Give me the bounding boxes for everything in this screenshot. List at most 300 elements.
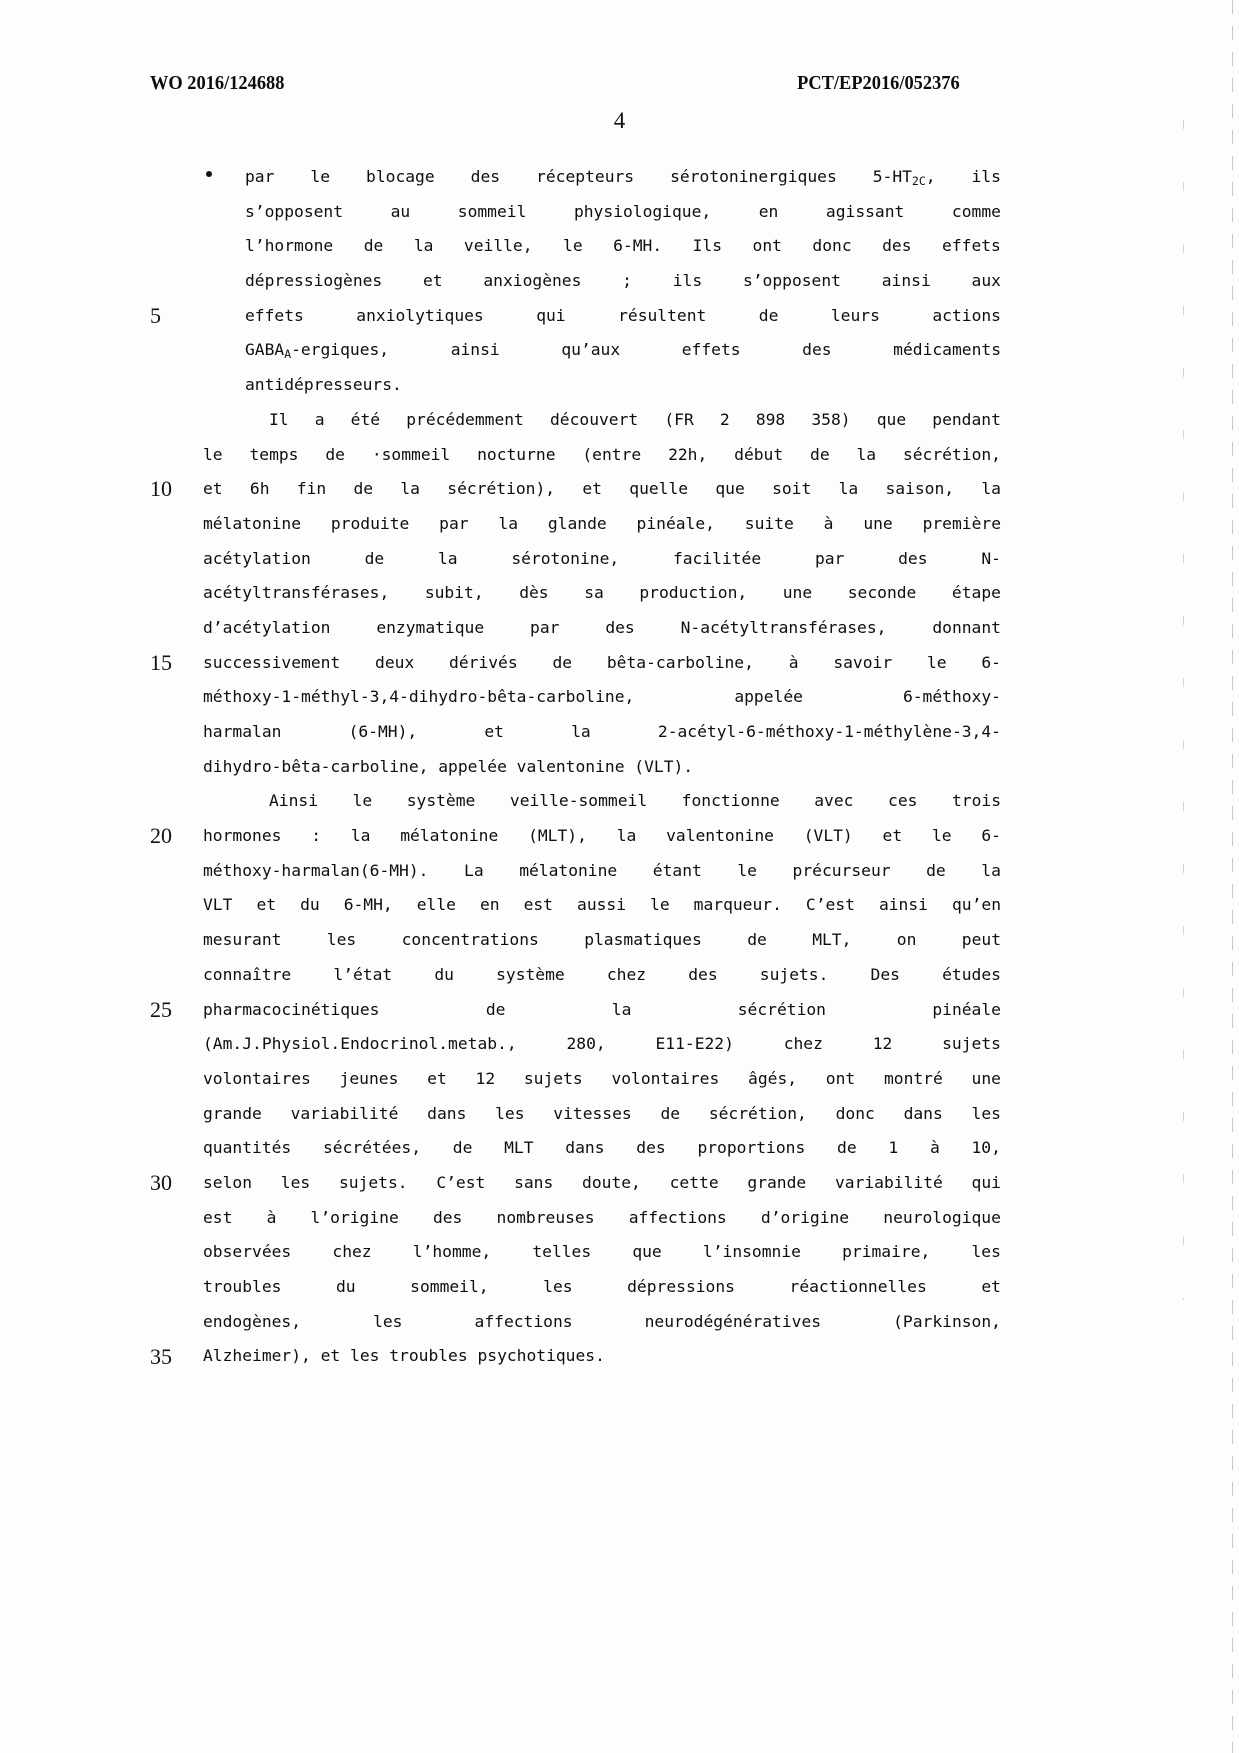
word: âgés, (748, 1068, 798, 1088)
word: bêta-carboline, (606, 652, 754, 672)
word: ·sommeil (371, 444, 451, 464)
text-line (203, 472, 1001, 507)
word: Des (870, 964, 900, 984)
word: le (737, 860, 757, 880)
word: volontaires (203, 1068, 311, 1088)
word: le (563, 236, 583, 256)
word: la (400, 479, 420, 499)
word: acétyltransférases, (203, 583, 390, 603)
word: VLT (203, 895, 233, 915)
word: 6-méthoxy- (902, 687, 1001, 707)
word: la (571, 722, 591, 741)
word: dans (903, 1103, 943, 1123)
word: et (582, 479, 602, 499)
word: de (363, 236, 384, 256)
word: le (310, 167, 331, 186)
word: avec (814, 791, 854, 811)
word: chez (332, 1242, 372, 1262)
word: par (530, 617, 560, 637)
word: de (364, 548, 385, 568)
word: en (479, 895, 500, 915)
word: grande (203, 1103, 262, 1123)
word: troubles (203, 1277, 282, 1296)
word: MLT, (812, 930, 852, 950)
word: fin (296, 479, 327, 499)
word: temps (249, 444, 299, 464)
word: trois (951, 791, 1001, 811)
word: Alzheimer), et les troubles psychotiques. (203, 1346, 605, 1366)
word: (MLT), (528, 826, 587, 846)
text-line (203, 299, 1001, 334)
word: harmalan (203, 722, 282, 741)
word: N-acétyltransférases, (680, 617, 887, 637)
word: de (758, 305, 779, 325)
word: la (413, 236, 434, 256)
word: valentonine (666, 826, 774, 846)
word: la (350, 826, 371, 846)
text-line (203, 854, 1001, 889)
word: chez (606, 964, 647, 984)
word: donc (835, 1103, 875, 1123)
text-line (203, 680, 1001, 715)
word: affections (628, 1207, 727, 1227)
word: en (758, 201, 779, 221)
word: la (437, 548, 458, 568)
word: (Parkinson, (893, 1311, 1001, 1331)
word: saison, (885, 479, 955, 499)
text-line (203, 1097, 1001, 1132)
word: (FR (664, 409, 694, 429)
word: des (882, 236, 912, 256)
word: précurseur (792, 860, 891, 880)
word: 12 (872, 1034, 893, 1054)
text-line (203, 750, 1001, 785)
word: E11-E22) (655, 1034, 734, 1054)
word: de (747, 930, 767, 950)
word: mesurant (203, 930, 282, 950)
text-line (203, 438, 1001, 473)
line-number: 5 (150, 302, 161, 328)
text-line (203, 1201, 1001, 1236)
word: 280, (566, 1034, 606, 1054)
word: qui (971, 1172, 1001, 1192)
word: veille-sommeil (509, 791, 648, 811)
word: ils (672, 271, 703, 291)
word: production, (639, 583, 748, 603)
word: été (350, 409, 381, 429)
text-line (203, 784, 1001, 819)
word: par (814, 548, 845, 568)
word: qui (536, 305, 566, 325)
word: de (837, 1138, 857, 1158)
text-line (203, 1062, 1001, 1097)
word: observées (203, 1242, 292, 1262)
text-line (203, 229, 1001, 264)
word: $5-HT_{2C}$, (872, 167, 936, 188)
word: cette (669, 1172, 719, 1192)
word: et (203, 479, 223, 499)
word: à (929, 1138, 940, 1158)
word: à (788, 652, 799, 672)
word: au (390, 201, 411, 221)
word: les (971, 1242, 1001, 1262)
word: est (203, 1207, 233, 1227)
word: du (335, 1277, 356, 1296)
word: pinéale, (636, 513, 715, 533)
word: marqueur. (693, 895, 782, 915)
word: les (495, 1103, 525, 1123)
word: grande (747, 1172, 807, 1192)
word: effets (245, 305, 304, 325)
word: ils (971, 167, 1001, 186)
word: seconde (847, 583, 917, 603)
word: dans (565, 1138, 605, 1158)
word: aux (971, 271, 1001, 291)
text-line (203, 923, 1001, 958)
word: d’origine (760, 1207, 850, 1227)
text-line (203, 1131, 1001, 1166)
word: ont (752, 236, 782, 256)
word: de (810, 444, 830, 464)
word: donnant (932, 617, 1001, 637)
word: est (523, 895, 553, 915)
word: Ils (692, 236, 723, 256)
word: sécrétion (737, 999, 826, 1019)
word: antidépresseurs. (245, 375, 402, 395)
word: que (632, 1242, 662, 1262)
word: méthoxy-1-méthyl-3,4-dihydro-bêta-carboline, (203, 687, 635, 707)
word: les (543, 1277, 573, 1296)
word: quantités (203, 1138, 292, 1158)
word: enzymatique (376, 617, 485, 637)
word: (Am.J.Physiol.Endocrinol.metab., (203, 1034, 517, 1054)
word: quelle (629, 479, 689, 499)
word: glande (547, 513, 607, 533)
word: de (552, 652, 573, 672)
word: savoir (833, 652, 893, 672)
word: effets (942, 236, 1001, 256)
word: le (931, 826, 952, 846)
word: Ainsi (269, 791, 319, 811)
word: sujets. (338, 1172, 408, 1192)
word: C’est (805, 895, 855, 915)
word: 6- (981, 826, 1001, 846)
line-number: 35 (150, 1343, 172, 1369)
word: acétylation (203, 548, 311, 568)
word: des (605, 617, 635, 637)
word: affections (474, 1311, 573, 1331)
word: sujets (942, 1034, 1001, 1054)
word: soit (772, 479, 812, 499)
scan-edge-artifact-inner (1183, 120, 1184, 1300)
word: fonctionne (681, 791, 780, 811)
publication-number: WO 2016/124688 (150, 72, 285, 94)
word: des (802, 340, 832, 360)
word: 6-MH, (343, 895, 393, 915)
text-line (203, 507, 1001, 542)
word: dans (427, 1103, 467, 1123)
text-line (203, 958, 1001, 993)
text-line (203, 333, 1001, 368)
word: ainsi (450, 340, 500, 360)
word: primaire, (842, 1242, 931, 1262)
word: blocage (366, 167, 435, 186)
word: concentrations (401, 930, 539, 950)
word: sujets. (759, 964, 829, 984)
word: de (353, 479, 374, 499)
word: peut (961, 930, 1001, 950)
word: étape (951, 583, 1001, 603)
word: sécrétées, (322, 1138, 422, 1158)
word: pinéale (932, 999, 1001, 1019)
word: pendant (932, 409, 1001, 429)
word: ces (888, 791, 918, 811)
word: sécrétion, (902, 444, 1001, 464)
word: sérotoninergiques (670, 167, 837, 186)
text-line (203, 542, 1001, 577)
line-number: 15 (150, 649, 172, 675)
word: de (325, 444, 345, 464)
word: l’homme, (412, 1242, 492, 1262)
word: 22h, (668, 444, 708, 464)
word: MLT (504, 1138, 534, 1158)
word: donc (812, 236, 852, 256)
word: dès (519, 583, 549, 603)
word: neurodégénératives (644, 1311, 822, 1331)
word: nombreuses (496, 1207, 595, 1227)
text-line (203, 1235, 1001, 1270)
scan-edge-artifact-right (1232, 0, 1233, 1753)
word: et (256, 895, 277, 915)
word: sécrétion), (447, 479, 556, 499)
word: connaître (203, 964, 292, 984)
word: qu’en (951, 895, 1001, 915)
word: sérotonine, (511, 548, 620, 568)
word: des (636, 1138, 666, 1158)
word: réactionnelles (789, 1277, 927, 1296)
word: dihydro-bêta-carboline, appelée valentonine (VLT). (203, 756, 694, 776)
word: sujets (523, 1068, 583, 1088)
text-line (203, 611, 1001, 646)
word: le (203, 444, 223, 464)
word: des (688, 964, 718, 984)
word: dépressions (627, 1277, 735, 1296)
word: la (981, 479, 1001, 499)
word: de (926, 860, 946, 880)
word: et (882, 826, 903, 846)
word: la (856, 444, 877, 464)
word: s’opposent (742, 271, 841, 291)
word: sa (584, 583, 604, 603)
word: leurs (830, 305, 880, 325)
word: s’opposent (245, 201, 344, 221)
word: les (280, 1172, 311, 1192)
word: hormones (203, 826, 282, 846)
word: ; (622, 271, 632, 291)
word: l’état (333, 964, 393, 984)
word: plasmatiques (584, 930, 702, 950)
word: produite (330, 513, 410, 533)
word: (6-MH), (348, 722, 418, 741)
text-line (203, 1270, 1001, 1305)
word: selon (203, 1172, 253, 1192)
word: sommeil (457, 201, 527, 221)
word: 1 (888, 1138, 899, 1158)
word: que (876, 409, 907, 429)
text-line (203, 888, 1001, 923)
text-line (203, 160, 1001, 195)
word: résultent (618, 305, 707, 325)
text-line (203, 576, 1001, 611)
subscript: A (284, 347, 292, 362)
word: l’hormone (245, 236, 334, 256)
word: variabilité (290, 1103, 399, 1123)
word: volontaires (611, 1068, 720, 1088)
word: neurologique (883, 1207, 1001, 1227)
word: les (373, 1311, 403, 1331)
word: (VLT) (803, 826, 853, 846)
word: le (650, 895, 670, 915)
word: études (942, 964, 1001, 984)
word: de (452, 1138, 473, 1158)
line-number: 25 (150, 996, 172, 1022)
word: une (971, 1068, 1001, 1088)
word: montré (883, 1068, 943, 1088)
word: de (660, 1103, 681, 1123)
word: 6h (249, 479, 270, 499)
word: : (311, 826, 322, 846)
word: première (922, 513, 1001, 533)
word: 6- (981, 652, 1001, 672)
word: suite (744, 513, 794, 533)
word: et (484, 722, 504, 741)
word: mélatonine (400, 826, 499, 846)
word: doute, (582, 1172, 641, 1192)
word: du (434, 964, 454, 984)
word: on (896, 930, 917, 950)
word: découvert (549, 409, 639, 429)
word: $GABA_A$-ergiques, (245, 340, 390, 362)
text-line (203, 368, 1001, 403)
word: le (352, 791, 373, 811)
word: la (498, 513, 519, 533)
word: veille, (463, 236, 533, 256)
subscript: 2C (911, 173, 926, 188)
word: la (611, 999, 632, 1019)
word: l’insomnie (702, 1242, 801, 1262)
text-line (203, 819, 1001, 854)
word: 6-MH. (613, 236, 663, 256)
word: médicaments (893, 340, 1001, 360)
word: 12 (475, 1068, 496, 1088)
word: 2 (719, 409, 730, 429)
word: a (314, 409, 325, 429)
word: successivement (203, 652, 341, 672)
word: récepteurs (536, 167, 635, 186)
word: système (406, 791, 476, 811)
word: 358) (811, 409, 851, 429)
word: par (245, 167, 275, 186)
word: une (863, 513, 893, 533)
word: nocturne (477, 444, 556, 464)
text-line (203, 1305, 1001, 1340)
word: elle (416, 895, 456, 915)
word: appelée (734, 687, 803, 707)
word: sommeil, (410, 1277, 489, 1296)
word: actions (932, 305, 1001, 325)
word: vitesses (553, 1103, 632, 1123)
word: la (981, 860, 1001, 880)
word: sans (514, 1172, 554, 1192)
word: agissant (825, 201, 905, 221)
word: début (734, 444, 784, 464)
word: la (616, 826, 637, 846)
word: dépressiogènes (245, 271, 383, 291)
page-number: 4 (613, 108, 626, 133)
text-line (203, 1166, 1001, 1201)
text-line (203, 1339, 1001, 1374)
word: et (423, 271, 443, 291)
text-line (203, 646, 1001, 681)
word: dérivés (449, 652, 518, 672)
text-line (203, 403, 1001, 438)
word: facilitée (672, 548, 762, 568)
word: physiologique, (573, 201, 712, 221)
text-line (203, 1027, 1001, 1062)
word: de (485, 999, 506, 1019)
word: endogènes, (203, 1311, 302, 1331)
word: la (838, 479, 859, 499)
word: système (496, 964, 565, 984)
word: mélatonine (519, 860, 618, 880)
word: étant (652, 860, 702, 880)
word: telles (532, 1242, 592, 1262)
word: des (470, 167, 501, 186)
word: anxiolytiques (356, 305, 484, 325)
word: La (464, 860, 484, 880)
word: effets (681, 340, 741, 360)
word: des (898, 548, 928, 568)
text-line (203, 993, 1001, 1028)
line-number: 30 (150, 1170, 172, 1196)
body-text (203, 160, 1001, 1374)
word: 898 (755, 409, 786, 429)
word: ainsi (881, 271, 931, 291)
word: que (715, 479, 745, 499)
word: l’origine (310, 1207, 399, 1227)
text-line (203, 195, 1001, 230)
word: pharmacocinétiques (203, 999, 380, 1019)
word: (entre (582, 444, 642, 464)
word: et (981, 1277, 1001, 1296)
word: subit, (424, 583, 484, 603)
word: aussi (577, 895, 627, 915)
word: 10, (971, 1138, 1001, 1158)
page-header (150, 72, 960, 95)
word: Il (269, 409, 289, 429)
word: 2-acétyl-6-méthoxy-1-méthylène-3,4- (657, 722, 1001, 741)
word: N- (981, 548, 1001, 568)
text-line (203, 264, 1001, 299)
line-number: 20 (150, 823, 172, 849)
word: d’acétylation (203, 617, 331, 637)
word: jeunes (339, 1068, 399, 1088)
word: ont (825, 1068, 856, 1088)
word: les (326, 930, 357, 950)
word: mélatonine (203, 513, 302, 533)
word: ainsi (878, 895, 928, 915)
word: une (782, 583, 813, 603)
